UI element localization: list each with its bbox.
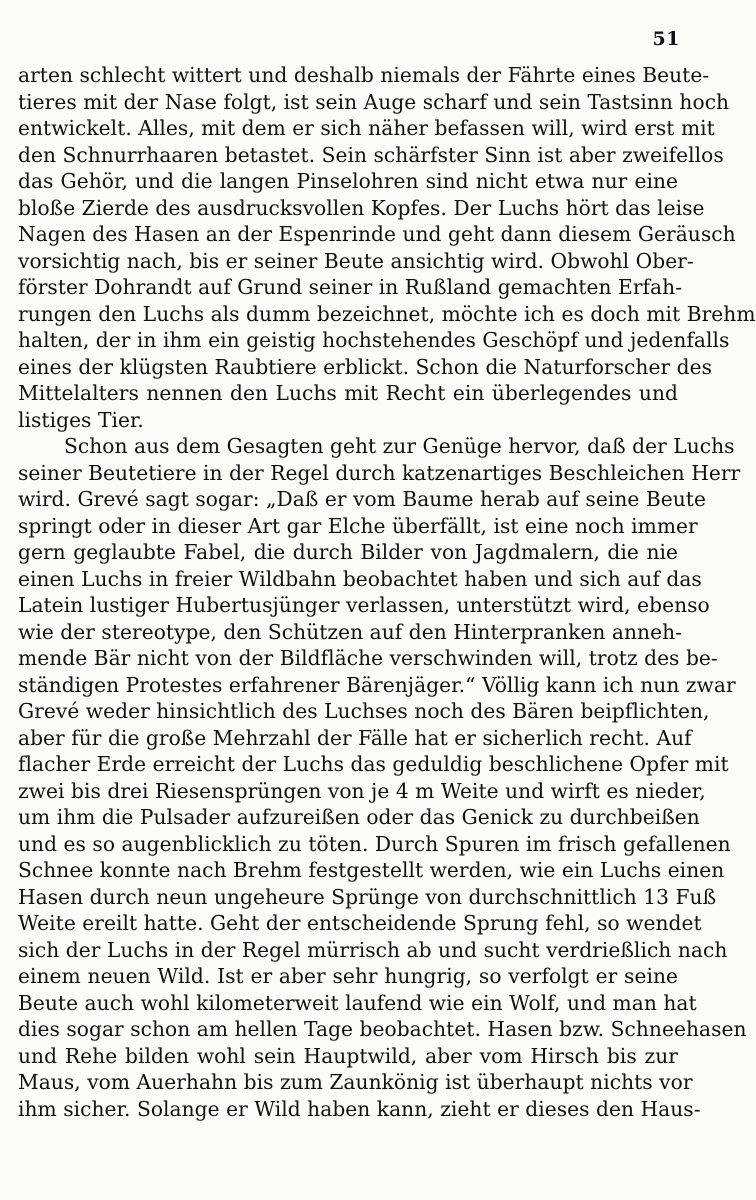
text-line: Schnee konnte nach Brehm festgestellt werden, wie ein Luchs einen [18,858,725,882]
text-line: einem neuen Wild. Ist er aber sehr hungrig, so verfolgt er seine [18,964,678,988]
body-text [18,62,756,1122]
text-line: seiner Beutetiere in der Regel durch katzenartiges Beschleichen Herr [18,460,741,485]
text-line: Beute auch wohl kilometerweit laufend wie ein Wolf, und man hat [18,990,697,1015]
text-line: gern geglaubte Fabel, die durch Bilder von Jagdmalern, die nie [18,540,678,564]
text-line: flacher Erde erreicht der Luchs das geduldig beschlichene Opfer mit [18,752,729,776]
text-line: dies sogar schon am hellen Tage beobachtet. Hasen bzw. Schneehasen [18,1017,747,1041]
text-line: mende Bär nicht von der Bildfläche verschwinden will, trotz des be- [18,646,718,670]
text-line: den Schnurrhaaren betastet. Sein schärfster Sinn ist aber zweifellos [18,142,724,167]
text-line: und Rehe bilden wohl sein Hauptwild, aber vom Hirsch bis zur [18,1043,678,1068]
text-line: Hasen durch neun ungeheure Sprünge von durchschnittlich 13 Fuß [18,884,717,909]
text-line: listiges Tier. [18,407,144,432]
text-line: Weite ereilt hatte. Geht der entscheidende Sprung fehl, so wendet [18,911,702,935]
text-line: aber für die große Mehrzahl der Fälle hat er sicherlich recht. Auf [18,725,692,750]
text-line: Grevé weder hinsichtlich des Luchses noch des Bären beipflichten, [18,699,710,723]
text-line: ständigen Protestes erfahrener Bärenjäger.“ Völlig kann ich nun zwar [18,672,736,697]
text-line: Latein lustiger Hubertusjünger verlassen, unterstützt wird, ebenso [18,593,710,617]
text-line: bloße Zierde des ausdrucksvollen Kopfes. Der Luchs hört das leise [18,195,705,220]
text-line: förster Dohrandt auf Grund seiner in Rußland gemachten Erfah- [18,275,683,299]
text-line: vorsichtig nach, bis er seiner Beute ansichtig wird. Obwohl Ober- [18,248,694,273]
text-line: Maus, vom Auerhahn bis zum Zaunkönig ist überhaupt nichts vor [18,1070,693,1094]
text-line: halten, der in ihm ein geistig hochstehendes Geschöpf und jedenfalls [18,328,730,352]
text-line: springt oder in dieser Art gar Elche überfällt, ist eine noch immer [18,513,698,538]
text-line: wie der stereotype, den Schützen auf den Hinterpranken anneh- [18,619,683,644]
text-line: arten schlecht wittert und deshalb niemals der Fährte eines Beute- [18,63,710,87]
text-line: eines der klügsten Raubtiere erblickt. Schon die Naturforscher des [18,354,712,379]
paragraph [18,62,756,433]
text-line: entwickelt. Alles, mit dem er sich näher befassen will, wird erst mit [18,116,715,140]
text-line: Nagen des Hasen an der Espenrinde und geht dann diesem Geräusch [18,222,736,246]
text-line: ihm sicher. Solange er Wild haben kann, zieht er dieses den Haus- [18,1096,701,1121]
text-line: sich der Luchs in der Regel mürrisch ab und sucht verdrießlich nach [18,937,728,962]
page-number: 51 [652,28,680,50]
text-line: das Gehör, und die langen Pinselohren sind nicht etwa nur eine [18,169,678,193]
text-line: Schon aus dem Gesagten geht zur Genüge hervor, daß der Luchs [64,434,735,458]
text-line: rungen den Luchs als dumm bezeichnet, möchte ich es doch mit Brehm [18,301,756,326]
text-line: einen Luchs in freier Wildbahn beobachtet haben und sich auf das [18,566,702,591]
text-line: Mittelalters nennen den Luchs mit Recht ein überlegendes und [18,381,678,405]
text-line: und es so augenblicklich zu töten. Durch Spuren im frisch gefallenen [18,831,731,856]
text-line: zwei bis drei Riesensprüngen von je 4 m Weite und wirft es nieder, [18,778,706,803]
text-line: um ihm die Pulsader aufzureißen oder das Genick zu durchbeißen [18,805,700,829]
text-line: wird. Grevé sagt sogar: „Daß er vom Baume herab auf seine Beute [18,487,706,511]
paragraph [18,433,747,1122]
text-line: tieres mit der Nase folgt, ist sein Auge scharf und sein Tastsinn hoch [18,89,730,114]
